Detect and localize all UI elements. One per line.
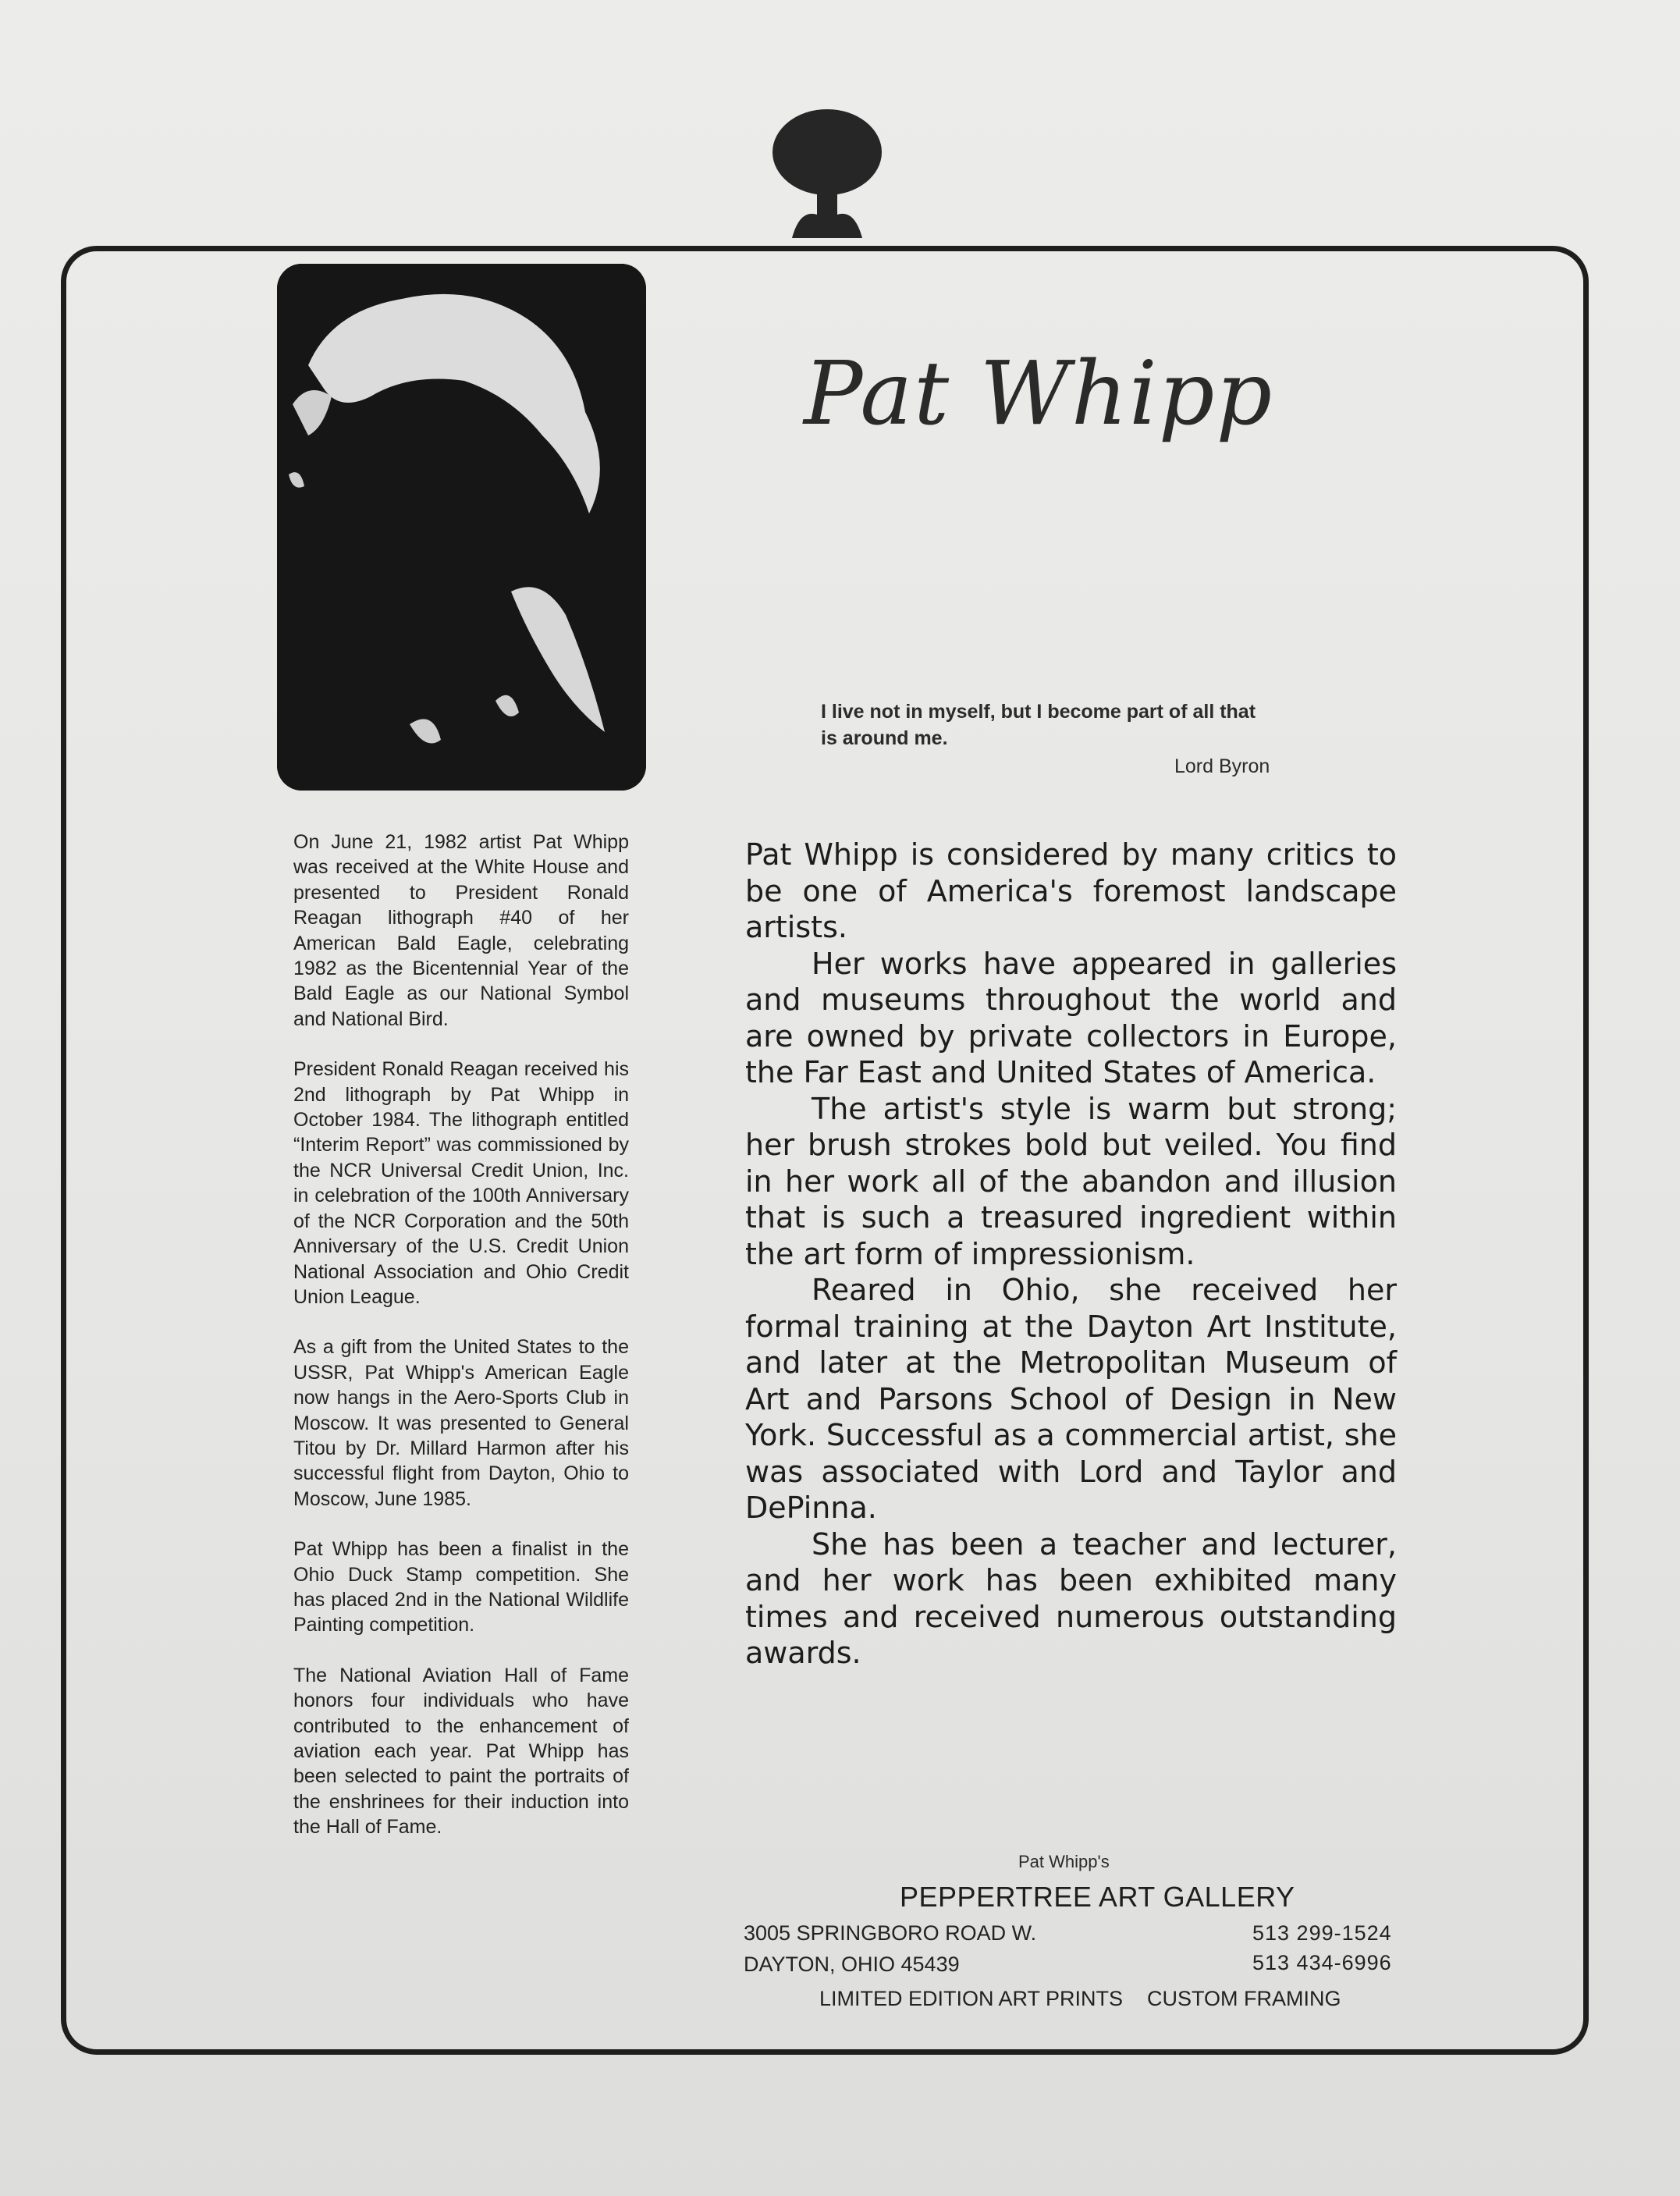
left-paragraph: Pat Whipp has been a finalist in the Ohio Duck Stamp competition. She has placed 2nd in the National Wildlife Painting competition. [293, 1538, 629, 1636]
frame-hanger-ornament [769, 109, 886, 250]
quote-text: I live not in myself, but I become part of all that is around me. [821, 701, 1256, 749]
gallery-phone-secondary: 513 434-6996 [1252, 1951, 1392, 1974]
right-paragraph: Pat Whipp is considered by many critics to be one of America's foremost landscape artists. [745, 837, 1397, 944]
gallery-service-framing: CUSTOM FRAMING [1147, 1987, 1341, 2010]
left-paragraph: President Ronald Reagan received his 2nd lithograph by Pat Whipp in October 1984. The lithograph entitled “Interim Report” was commissioned by the NCR Universal Credit Union, Inc. in celebration of the 100th Anniversary of the NCR Corporation and the 50th Anniversary of the U.S. Credit Union National Association and Ohio Credit Union League. [293, 1058, 629, 1308]
left-paragraph: On June 21, 1982 artist Pat Whipp was received at the White House and presented to President Ronald Reagan lithograph #40 of her American Bald Eagle, celebrating 1982 as the Bicentennial Year of the Bald Eagle as our National Symbol and National Bird. [293, 831, 629, 1030]
artist-name-title: Pat Whipp [804, 343, 1274, 445]
gallery-address-city: DAYTON, OHIO 45439 [744, 1953, 960, 1976]
right-paragraph: Reared in Ohio, she received her formal training at the Dayton Art Institute, and later at the Metropolitan Museum of Art and Parsons School of Design in New York. Successful as a commercial artist, she was associated with Lord and Taylor and DePinna. [745, 1273, 1397, 1525]
right-paragraph: Her works have appeared in galleries and museums throughout the world and are owned by private collectors in Europe, the Far East and United States of America. [745, 946, 1397, 1089]
gallery-owner: Pat Whipp's [1018, 1852, 1110, 1871]
gallery-phone-primary: 513 299-1524 [1252, 1921, 1392, 1945]
biography-left-column [293, 830, 629, 1865]
gallery-address-street: 3005 SPRINGBORO ROAD W. [744, 1921, 1037, 1945]
left-paragraph: As a gift from the United States to the USSR, Pat Whipp's American Eagle now hangs in the Aero-Sports Club in Moscow. It was presented to General Titou by Dr. Millard Harmon after his successful flight from Dayton, Ohio to Moscow, June 1985. [293, 1336, 629, 1510]
quote-author: Lord Byron [1174, 755, 1270, 777]
biography-right-column [745, 837, 1397, 1672]
gallery-service-prints: LIMITED EDITION ART PRINTS [819, 1987, 1124, 2010]
left-paragraph: The National Aviation Hall of Fame honors four individuals who have contributed to the enhancement of aviation each year. Pat Whipp has been selected to paint the portraits of the enshrinees for their induction into the Hall of Fame. [293, 1664, 629, 1839]
right-paragraph: She has been a teacher and lecturer, and her work has been exhibited many times and received numerous outstanding awards. [745, 1526, 1397, 1670]
right-paragraph: The artist's style is warm but strong; her brush strokes bold but veiled. You find in her work all of the abandon and illusion that is such a treasured ingredient within the art form of impressionism. [745, 1091, 1397, 1271]
gallery-name: PEPPERTREE ART GALLERY [900, 1881, 1295, 1913]
artist-portrait-photo [277, 264, 646, 791]
